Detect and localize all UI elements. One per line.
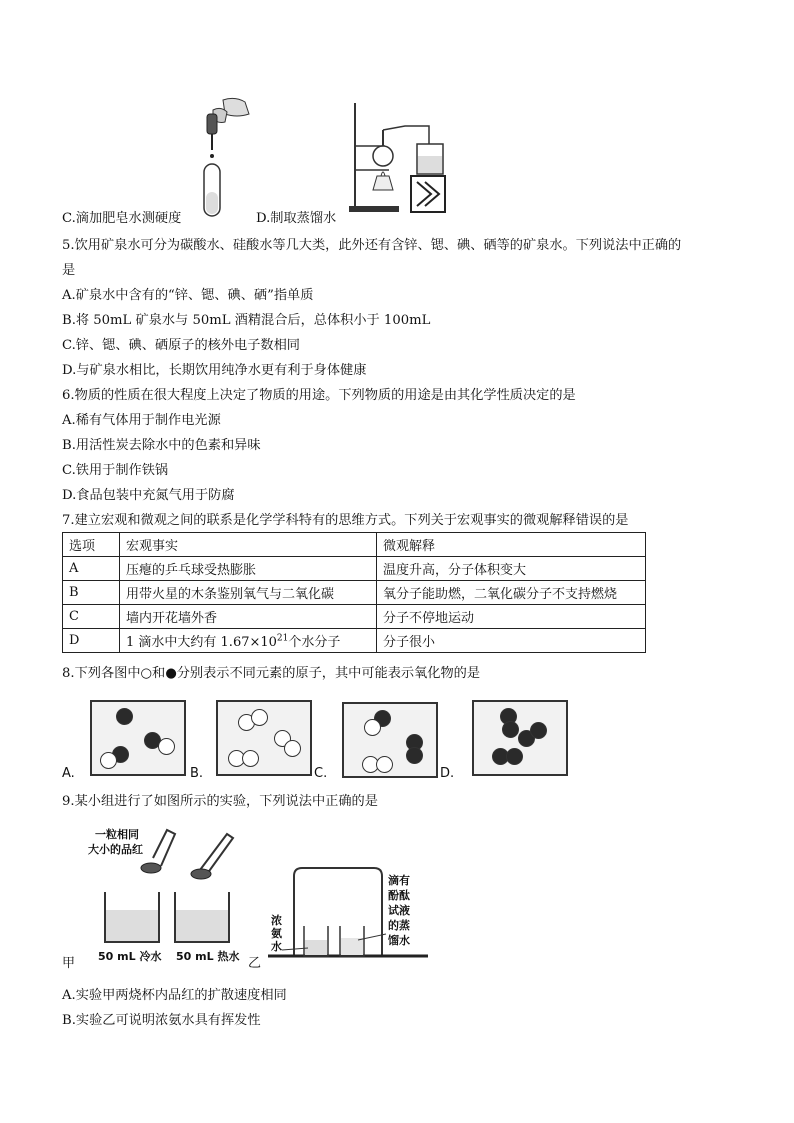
q4-option-d: D.制取蒸馏水 <box>256 211 337 226</box>
q5-option-b: B.将 50mL 矿泉水与 50mL 酒精混合后，总体积小于 100mL <box>62 313 431 328</box>
table-header-cell: 微观解释 <box>377 533 646 557</box>
fact-prefix: 1 滴水中大约有 1.67×10 <box>126 635 277 650</box>
q8-label-d: D. <box>440 766 455 781</box>
white-atom <box>284 740 301 757</box>
q9-option-b: B.实验乙可说明浓氨水具有挥发性 <box>62 1013 261 1028</box>
table-row <box>63 557 646 581</box>
ammonia-char: 氨 <box>271 927 282 940</box>
ammonia-label <box>271 914 282 953</box>
phenolphthalein-label <box>388 873 410 948</box>
q6-option-a: A.稀有气体用于制作电光源 <box>62 413 221 428</box>
phenol-line: 滴有 <box>388 874 410 887</box>
white-atom <box>100 752 117 769</box>
q8-label-c: C. <box>314 766 328 781</box>
experiment-jia-figure <box>95 826 245 946</box>
q5-option-a: A.矿泉水中含有的“锌、锶、碘、硒”指单质 <box>62 288 314 303</box>
q5-stem-line2: 是 <box>62 263 76 278</box>
q8-label-b: B. <box>190 766 204 781</box>
q7-table <box>62 532 646 653</box>
black-atom <box>506 748 523 765</box>
q7-stem: 7.建立宏观和微观之间的联系是化学学科特有的思维方式。下列关于宏观事实的微观解释错误的是 <box>62 513 629 528</box>
white-atom <box>251 709 268 726</box>
ammonia-char: 浓 <box>271 914 282 927</box>
table-cell: 用带火星的木条鉴别氧气与二氧化碳 <box>120 581 377 605</box>
table-cell: 温度升高，分子体积变大 <box>377 557 646 581</box>
q6-option-c: C.铁用于制作铁锅 <box>62 463 169 478</box>
table-cell: 分子不停地运动 <box>377 605 646 629</box>
q5-option-c: C.锌、锶、碘、硒原子的核外电子数相同 <box>62 338 300 353</box>
dropper-test-tube-figure <box>185 92 255 220</box>
q6-stem: 6.物质的性质在很大程度上决定了物质的用途。下列物质的用途是由其化学性质决定的是 <box>62 388 576 403</box>
white-atom <box>158 738 175 755</box>
table-row <box>63 629 646 653</box>
table-cell: 分子很小 <box>377 629 646 653</box>
hot-water-label: 50 mL 热水 <box>176 950 240 963</box>
q6-option-d: D.食品包装中充氮气用于防腐 <box>62 488 235 503</box>
pinhong-label-line1: 一粒相同 <box>95 828 139 841</box>
table-cell: 氧分子能助燃，二氧化碳分子不支持燃烧 <box>377 581 646 605</box>
q8-stem: 8.下列各图中○和●分别表示不同元素的原子，其中可能表示氧化物的是 <box>62 666 481 681</box>
table-cell: D <box>63 629 120 653</box>
q5-stem-line1: 5.饮用矿泉水可分为碳酸水、硅酸水等几大类，此外还有含锌、锶、碘、硒等的矿泉水。下列说法中正确的 <box>62 238 682 253</box>
q6-option-b: B.用活性炭去除水中的色素和异味 <box>62 438 261 453</box>
q8-figure-a <box>90 700 186 776</box>
table-row <box>63 605 646 629</box>
q8-figure-d <box>472 700 568 776</box>
q5-option-d: D.与矿泉水相比，长期饮用纯净水更有利于身体健康 <box>62 363 367 378</box>
cold-water-label: 50 mL 冷水 <box>98 950 162 963</box>
ammonia-char: 水 <box>271 940 282 953</box>
table-cell: C <box>63 605 120 629</box>
table-cell: B <box>63 581 120 605</box>
phenol-line: 馏水 <box>388 934 410 947</box>
fact-suffix: 个水分子 <box>288 635 341 650</box>
white-atom <box>376 756 393 773</box>
white-atom <box>364 719 381 736</box>
q8-label-a: A. <box>62 766 75 781</box>
table-cell: A <box>63 557 120 581</box>
q4-option-c: C.滴加肥皂水测硬度 <box>62 211 182 226</box>
table-cell: 墙内开花墙外香 <box>120 605 377 629</box>
pinhong-label-line2: 大小的品红 <box>88 843 143 856</box>
q8-figure-c <box>342 702 438 778</box>
phenol-line: 酚酞 <box>388 889 410 902</box>
phenol-line: 的蒸 <box>388 919 410 932</box>
table-cell: 压瘪的乒乓球受热膨胀 <box>120 557 377 581</box>
table-row <box>63 581 646 605</box>
table-header-row <box>63 533 646 557</box>
distillation-apparatus-figure <box>345 98 450 218</box>
table-header-cell: 选项 <box>63 533 120 557</box>
figure-yi-label: 乙 <box>248 956 262 971</box>
black-atom <box>116 708 133 725</box>
q8-figure-b <box>216 700 312 776</box>
q9-stem: 9.某小组进行了如图所示的实验，下列说法中正确的是 <box>62 794 378 809</box>
q9-option-a: A.实验甲两烧杯内品红的扩散速度相同 <box>62 988 287 1003</box>
table-cell <box>120 629 377 653</box>
white-atom <box>242 750 259 767</box>
figure-jia-label: 甲 <box>62 956 76 971</box>
black-atom <box>530 722 547 739</box>
phenol-line: 试液 <box>388 904 410 917</box>
fact-exponent: 21 <box>276 633 289 644</box>
black-atom <box>502 721 519 738</box>
table-header-cell: 宏观事实 <box>120 533 377 557</box>
black-atom <box>406 747 423 764</box>
